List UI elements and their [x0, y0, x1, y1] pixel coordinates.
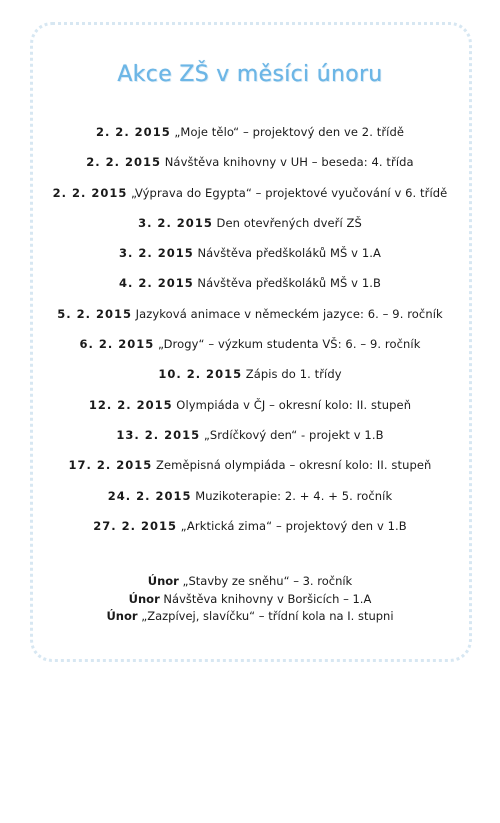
month-event-description: Návštěva knihovny v Boršicích – 1.A [163, 591, 372, 606]
event-date: 2. 2. 2015 [95, 125, 171, 139]
event-date: 12. 2. 2015 [88, 397, 173, 412]
event-date: 13. 2. 2015 [116, 427, 201, 442]
event-description: Návštěva knihovny v UH – beseda: 4. třída [164, 155, 414, 170]
event-date: 4. 2. 2015 [119, 276, 194, 291]
event-description: „Drogy“ – výzkum studenta VŠ: 6. – 9. ročník [157, 337, 421, 352]
event-item [0, 212, 500, 242]
event-description: Návštěva předškoláků MŠ v 1.A [197, 246, 381, 261]
event-item [0, 485, 500, 515]
event-item [0, 121, 500, 151]
month-label: Únor [128, 591, 160, 606]
event-description: Zeměpisná olympiáda – okresní kolo: II. stupeň [155, 458, 432, 473]
month-event-item [0, 608, 500, 626]
month-event-item [0, 573, 500, 591]
event-item [0, 303, 500, 333]
event-item [0, 424, 500, 454]
event-date: 24. 2. 2015 [107, 488, 192, 503]
event-item [0, 151, 500, 181]
event-item [0, 394, 500, 424]
month-event-item [0, 591, 500, 609]
page-title: Akce ZŠ v měsíci únoru [117, 62, 383, 87]
month-event-description: „Zazpívej, slavíčku“ – třídní kola na I. stupni [141, 609, 394, 623]
month-event-list [0, 573, 500, 626]
event-item [0, 242, 500, 272]
event-date: 3. 2. 2015 [119, 246, 194, 261]
event-date: 2. 2. 2015 [86, 155, 162, 170]
event-item [0, 182, 500, 212]
event-date: 3. 2. 2015 [138, 215, 213, 230]
event-date: 27. 2. 2015 [93, 518, 177, 533]
event-item [0, 272, 500, 302]
event-description: Zápis do 1. třídy [245, 367, 342, 382]
event-description: „Arktická zima“ – projektový den v 1.B [180, 518, 407, 533]
event-item [0, 363, 500, 393]
event-date: 10. 2. 2015 [158, 367, 243, 382]
event-item [0, 333, 500, 363]
event-description: Návštěva předškoláků MŠ v 1.B [197, 276, 381, 291]
event-date: 2. 2. 2015 [52, 185, 128, 200]
event-description: Muzikoterapie: 2. + 4. + 5. ročník [195, 488, 393, 503]
month-label: Únor [106, 609, 138, 623]
month-label: Únor [147, 574, 179, 588]
event-description: „Srdíčkový den“ - projekt v 1.B [203, 427, 384, 442]
month-event-description: „Stavby ze sněhu“ – 3. ročník [182, 574, 353, 588]
event-item [0, 454, 500, 484]
event-description: Olympiáda v ČJ – okresní kolo: II. stupeň [176, 397, 412, 412]
event-list [0, 121, 500, 545]
event-date: 6. 2. 2015 [79, 337, 155, 352]
event-date: 17. 2. 2015 [68, 458, 153, 473]
event-description: „Výprava do Egypta“ – projektové vyučování v 6. třídě [131, 185, 448, 200]
event-description: Jazyková animace v německém jazyce: 6. – 9. ročník [135, 306, 443, 321]
event-date: 5. 2. 2015 [57, 306, 132, 321]
event-description: Den otevřených dveří ZŠ [216, 215, 362, 230]
event-description: „Moje tělo“ – projektový den ve 2. třídě [174, 125, 405, 139]
event-item [0, 515, 500, 545]
